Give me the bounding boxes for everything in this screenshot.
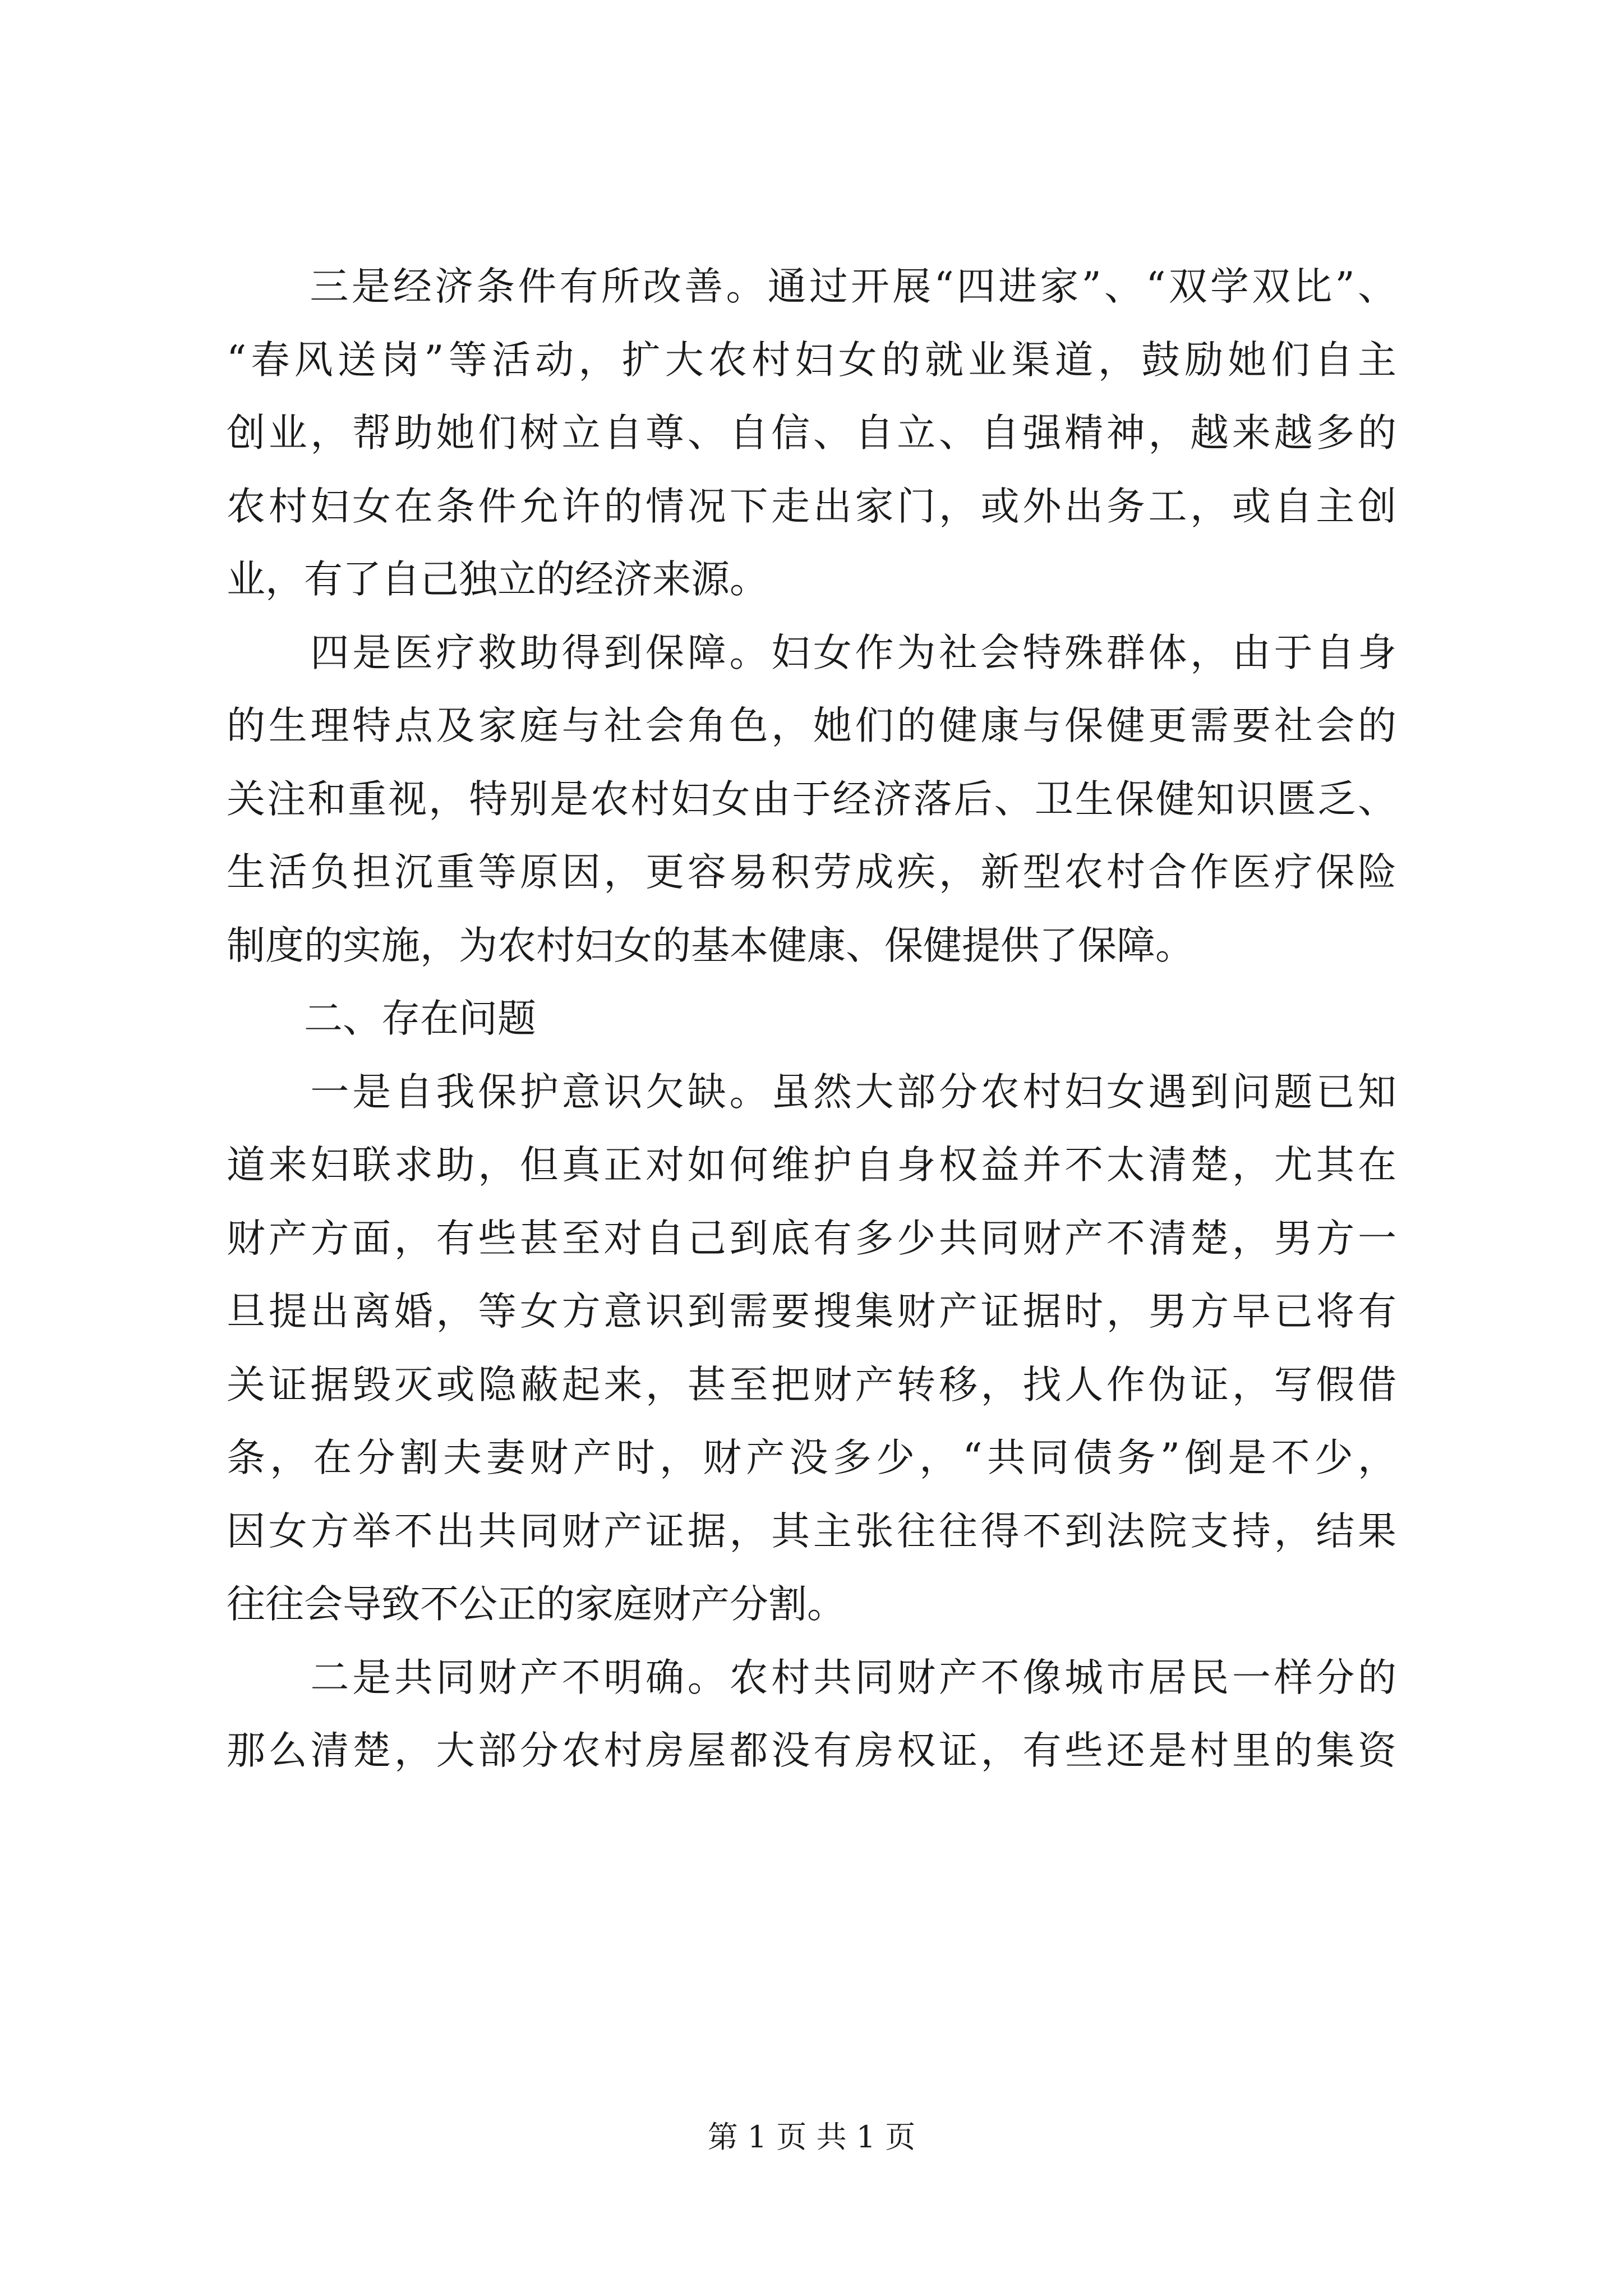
paragraph-medical-assistance	[227, 616, 1396, 983]
text-line: 一是自我保护意识欠缺。虽然大部分农村妇女遇到问题已知	[227, 1069, 1396, 1115]
paragraph-common-property	[227, 1641, 1396, 1788]
text-line: 业，有了自己独立的经济来源。	[227, 557, 768, 602]
text-line: 旦提出离婚，等女方意识到需要搜集财产证据时，男方早已将有	[227, 1289, 1396, 1334]
section-heading: 二、存在问题	[227, 996, 536, 1041]
text-line: “春风送岗”等活动，扩大农村妇女的就业渠道，鼓励她们自主	[227, 337, 1396, 383]
text-line: 创业，帮助她们树立自尊、自信、自立、自强精神，越来越多的	[227, 411, 1396, 455]
text-line: 因女方举不出共同财产证据，其主张往往得不到法院支持，结果	[227, 1508, 1396, 1554]
document-body	[227, 250, 1396, 1788]
text-line: 关注和重视，特别是农村妇女由于经济落后、卫生保健知识匮乏、	[227, 776, 1396, 822]
text-line: 四是医疗救助得到保障。妇女作为社会特殊群体，由于自身	[227, 630, 1396, 675]
page-number-label: 第 1 页 共 1 页	[707, 2119, 916, 2155]
text-line: 生活负担沉重等原因，更容易积劳成疾，新型农村合作医疗保险	[227, 850, 1396, 895]
paragraph-economic-conditions	[227, 250, 1396, 616]
page-footer	[0, 2118, 1623, 2157]
text-line: 的生理特点及家庭与社会角色，她们的健康与保健更需要社会的	[227, 703, 1396, 748]
section-heading-problems	[227, 982, 1396, 1056]
text-line: 关证据毁灭或隐蔽起来，甚至把财产转移，找人作伪证，写假借	[227, 1362, 1396, 1407]
text-line: 农村妇女在条件允许的情况下走出家门，或外出务工，或自主创	[227, 484, 1396, 529]
text-line: 财产方面，有些甚至对自己到底有多少共同财产不清楚，男方一	[227, 1216, 1396, 1261]
text-line: 条，在分割夫妻财产时，财产没多少，“共同债务”倒是不少，	[227, 1435, 1396, 1480]
text-line: 道来妇联求助，但真正对如何维护自身权益并不太清楚，尤其在	[227, 1143, 1396, 1188]
text-line: 那么清楚，大部分农村房屋都没有房权证，有些还是村里的集资	[227, 1728, 1396, 1773]
text-line: 制度的实施，为农村妇女的基本健康、保健提供了保障。	[227, 923, 1194, 968]
text-line: 二是共同财产不明确。农村共同财产不像城市居民一样分的	[227, 1655, 1396, 1700]
text-line: 三是经济条件有所改善。通过开展“四进家”、“双学双比”、	[227, 264, 1396, 309]
text-line: 往往会导致不公正的家庭财产分割。	[227, 1582, 846, 1627]
paragraph-self-protection	[227, 1056, 1396, 1641]
